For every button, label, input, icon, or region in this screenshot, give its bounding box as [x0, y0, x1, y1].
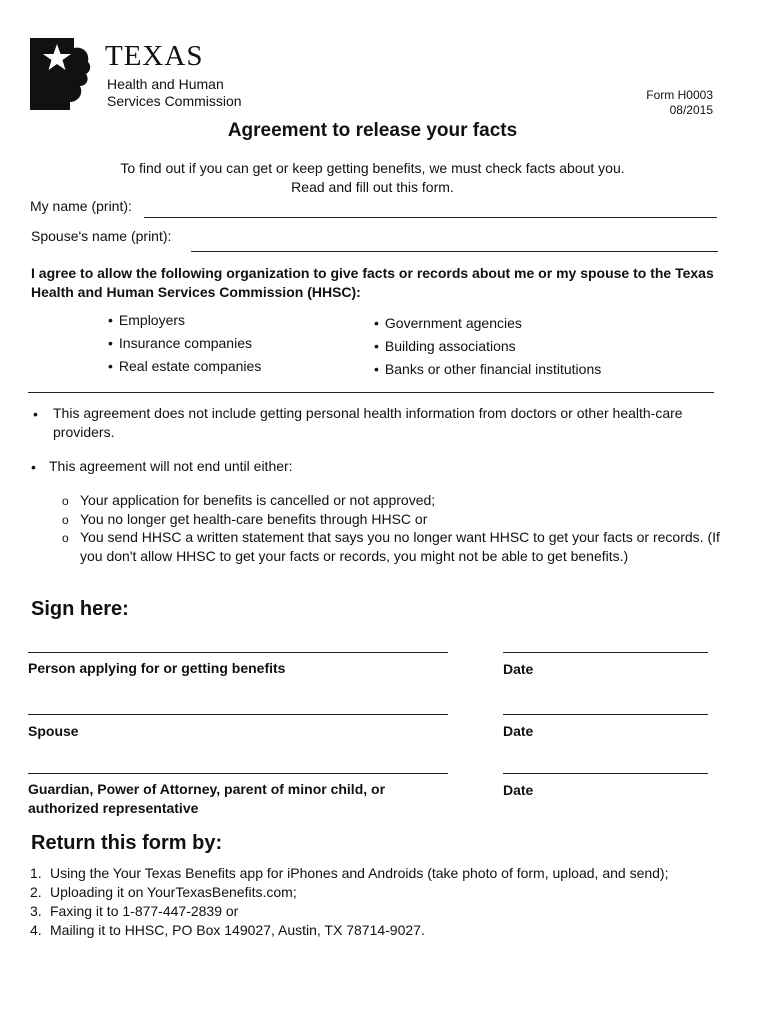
- list-item: • Insurance companies: [108, 332, 261, 355]
- org-list-left: [108, 309, 261, 378]
- list-item: [30, 883, 668, 902]
- logo-texas-text: TEXAS: [105, 40, 204, 72]
- list-item-number: 3.: [30, 903, 42, 919]
- spouse-date-label: Date: [503, 723, 534, 739]
- section-divider: [28, 392, 714, 393]
- list-item: • Banks or other financial institutions: [374, 358, 601, 381]
- list-item: • Employers: [108, 309, 261, 332]
- intro-line-1: To find out if you can get or keep getting benefits, we must check facts about you.: [120, 160, 625, 176]
- list-item: • Government agencies: [374, 312, 601, 335]
- spouse-signature-line[interactable]: [28, 714, 448, 715]
- list-item: [30, 864, 668, 883]
- texas-star-logo-icon: [30, 38, 102, 110]
- guardian-date-label: Date: [503, 782, 534, 798]
- my-name-label: My name (print):: [30, 198, 132, 214]
- bullet-icon: •: [31, 459, 36, 475]
- list-item: [30, 921, 668, 940]
- list-item: • Real estate companies: [108, 355, 261, 378]
- condition-1: Your application for benefits is cancelled or not approved;: [80, 492, 436, 508]
- return-methods-list: [30, 864, 668, 940]
- logo-line-1: Health and Human: [107, 76, 224, 92]
- list-item-number: 4.: [30, 922, 42, 938]
- guardian-signature-label: Guardian, Power of Attorney, parent of minor child, or authorized representative: [28, 781, 386, 816]
- condition-3: You send HHSC a written statement that says you no longer want HHSC to get your facts or records. (If you don't allow HHSC to get your facts or records, you might not be able to get benefits.): [80, 529, 720, 564]
- intro-text: [0, 159, 745, 197]
- form-date: 08/2015: [669, 103, 713, 117]
- applicant-signature-line[interactable]: [28, 652, 448, 653]
- page-title: Agreement to release your facts: [227, 120, 518, 141]
- note-health-info: This agreement does not include getting personal health information from doctors or other health-care providers.: [53, 405, 683, 440]
- applicant-date-label: Date: [503, 661, 534, 677]
- list-item: • Building associations: [374, 335, 601, 358]
- form-number: Form H0003: [646, 88, 713, 102]
- list-item-text: Mailing it to HHSC, PO Box 149027, Austin, TX 78714-9027.: [50, 922, 425, 938]
- guardian-date-line[interactable]: [503, 773, 708, 774]
- hhsc-logo: [30, 38, 245, 113]
- applicant-signature-label: Person applying for or getting benefits: [28, 660, 286, 676]
- applicant-date-line[interactable]: [503, 652, 708, 653]
- sub-bullet-icon: o: [62, 513, 69, 527]
- spouse-date-line[interactable]: [503, 714, 708, 715]
- intro-line-2: Read and fill out this form.: [291, 179, 454, 195]
- spouse-name-field[interactable]: [191, 251, 718, 252]
- list-item-number: 2.: [30, 884, 42, 900]
- agreement-statement: I agree to allow the following organization to give facts or records about me or my spouse to the Texas Health and Human Services Commission (HHSC):: [31, 265, 714, 300]
- sign-here-heading: Sign here:: [31, 598, 129, 620]
- org-list-right: [374, 312, 601, 381]
- list-item-text: Faxing it to 1-877-447-2839 or: [50, 903, 239, 919]
- sub-bullet-icon: o: [62, 494, 69, 508]
- note-agreement-end: This agreement will not end until either:: [49, 458, 293, 474]
- list-item-number: 1.: [30, 865, 42, 881]
- form-identifier: [646, 88, 713, 118]
- my-name-field[interactable]: [144, 217, 717, 218]
- return-heading: Return this form by:: [31, 832, 223, 854]
- spouse-name-label: Spouse's name (print):: [31, 228, 172, 244]
- list-item-text: Uploading it on YourTexasBenefits.com;: [50, 884, 297, 900]
- list-item-text: Using the Your Texas Benefits app for iPhones and Androids (take photo of form, upload, and send);: [50, 865, 669, 881]
- condition-2: You no longer get health-care benefits through HHSC or: [80, 511, 428, 527]
- spouse-signature-label: Spouse: [28, 723, 79, 739]
- list-item: [30, 902, 668, 921]
- sub-bullet-icon: o: [62, 531, 69, 545]
- logo-line-2: Services Commission: [107, 93, 242, 109]
- bullet-icon: •: [33, 406, 38, 422]
- guardian-signature-line[interactable]: [28, 773, 448, 774]
